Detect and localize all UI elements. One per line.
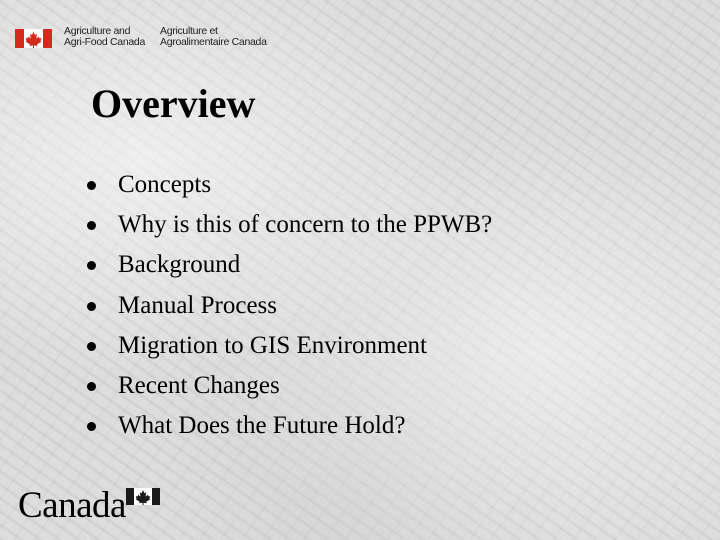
bullet-text: Why is this of concern to the PPWB? bbox=[118, 211, 493, 239]
bullet-text: Concepts bbox=[118, 171, 212, 198]
bullet-text: Recent Changes bbox=[118, 371, 280, 399]
bullet-item bbox=[87, 326, 492, 366]
slide-title: Overview bbox=[91, 81, 256, 126]
bullet-dot-icon bbox=[87, 302, 96, 311]
canada-flag-icon bbox=[15, 29, 52, 48]
department-fr-line1: Agriculture et bbox=[160, 25, 218, 37]
bullet-dot-icon bbox=[87, 181, 96, 190]
bullet-item bbox=[87, 366, 492, 406]
department-name-english bbox=[64, 26, 145, 48]
bullet-item bbox=[87, 245, 492, 285]
bullet-text: Migration to GIS Environment bbox=[118, 331, 427, 359]
bullet-dot-icon bbox=[87, 342, 96, 351]
bullet-item bbox=[87, 406, 492, 446]
department-en-line1: Agriculture and bbox=[64, 25, 131, 37]
bullet-text: Background bbox=[118, 251, 241, 279]
bullet-item bbox=[87, 165, 492, 205]
bullet-dot-icon bbox=[87, 221, 96, 230]
department-name-french bbox=[160, 26, 267, 48]
bullet-text: What Does the Future Hold? bbox=[118, 412, 406, 440]
bullet-item bbox=[87, 286, 492, 326]
bullet-item bbox=[87, 205, 492, 245]
bullet-list bbox=[87, 165, 492, 446]
bullet-dot-icon bbox=[87, 261, 96, 270]
canada-wordmark bbox=[18, 486, 126, 526]
bullet-text: Manual Process bbox=[118, 291, 277, 319]
canada-flag-icon bbox=[126, 488, 160, 505]
bullet-dot-icon bbox=[87, 422, 96, 431]
department-fr-line2: Agroalimentaire Canada bbox=[160, 36, 267, 48]
department-en-line2: Agri-Food Canada bbox=[64, 36, 145, 48]
bullet-dot-icon bbox=[87, 382, 96, 391]
canada-wordmark-text: Canada bbox=[18, 485, 126, 526]
